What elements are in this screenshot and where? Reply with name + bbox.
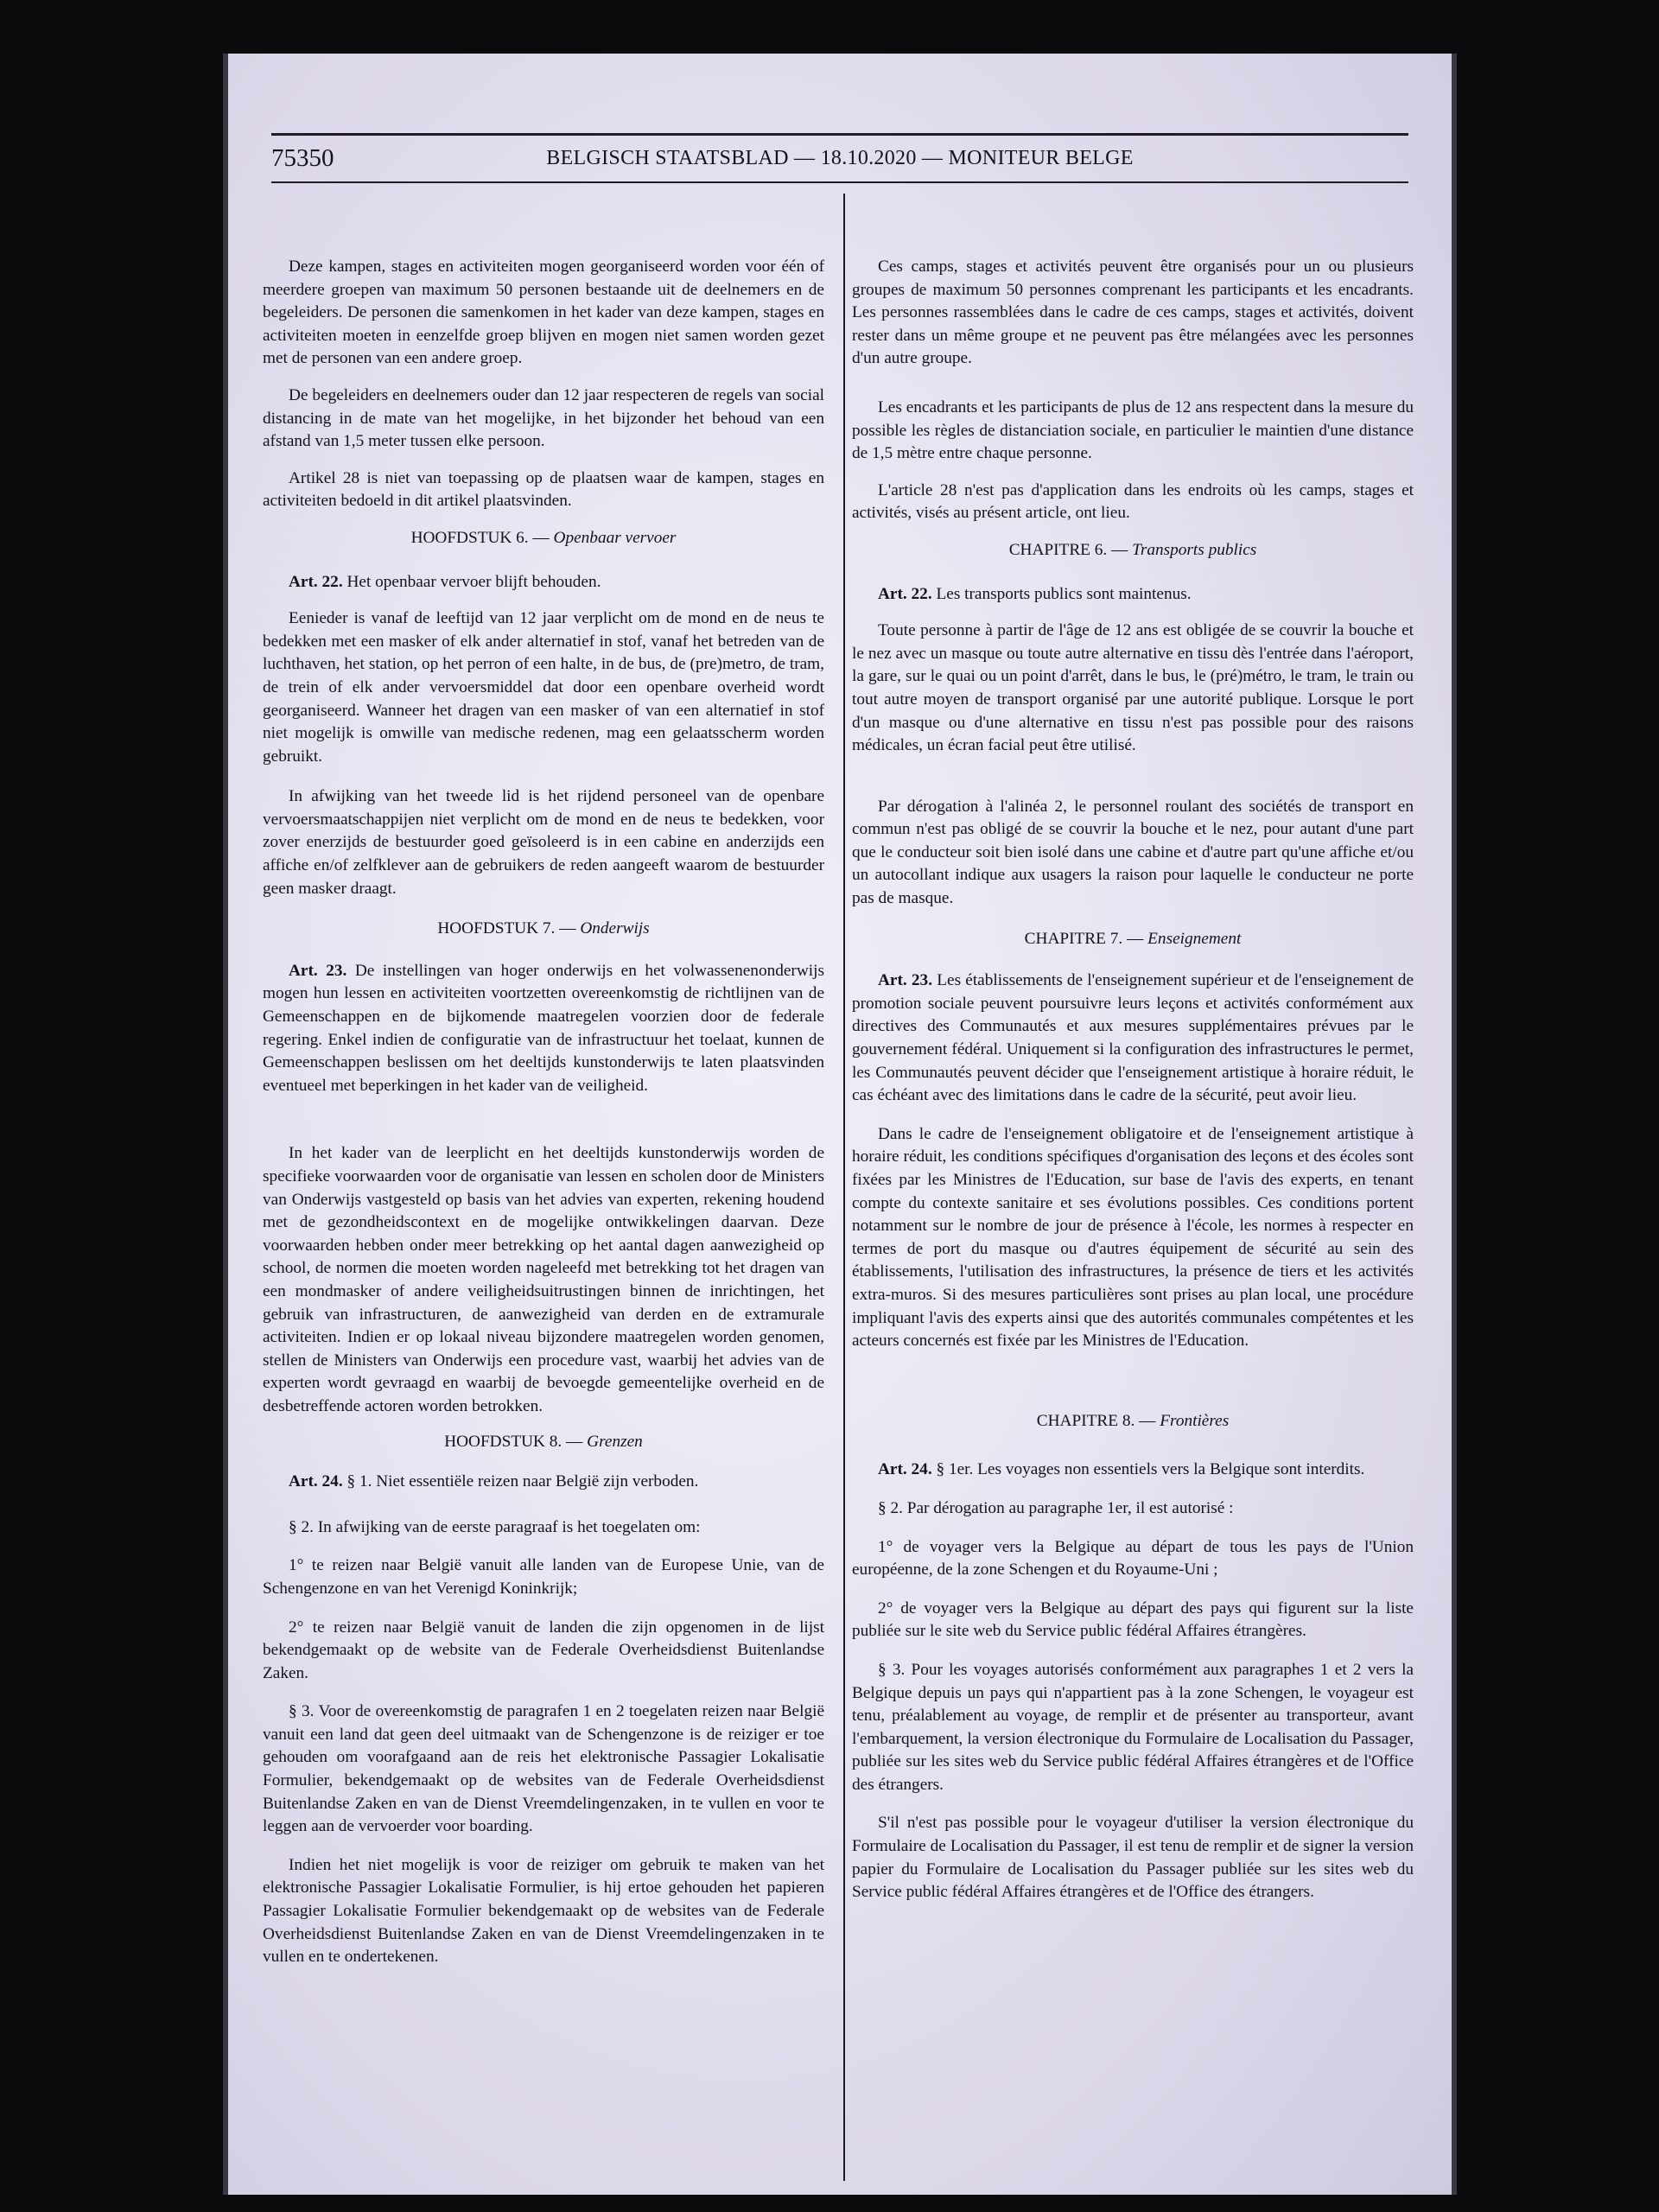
chapter-heading: HOOFDSTUK 7. — Onderwijs — [437, 919, 650, 938]
paragraph: In afwijking van het tweede lid is het rijdend personeel van de openbare vervoersmaatschappijen niet verplicht om de mond en de neus te bedekken, voor zover enerzijds de bestuurder goed geïsoleerd is in een cabine en anderzijds een affiche en/of zelfklever aan de gebruikers de reden aangeeft waarom de bestuurder geen masker draagt. — [263, 787, 824, 898]
masthead-title: BELGISCH STAATSBLAD — 18.10.2020 — MONITEUR BELGE — [546, 147, 1134, 169]
chapter-heading: HOOFDSTUK 6. — Openbaar vervoer — [410, 528, 677, 547]
column-divider — [843, 194, 845, 2181]
chapter-heading: HOOFDSTUK 8. — Grenzen — [444, 1432, 643, 1451]
paragraph: Deze kampen, stages en activiteiten mogen georganiseerd worden voor één of meerdere groepen van maximum 50 personen bestaande uit de deelnemers en de begeleiders. De personen die samenkomen in het kader van deze kampen, stages en activiteiten moeten in eenzelfde groep blijven en mogen niet samen worden gezet met de personen van een andere groep. — [263, 257, 824, 368]
paragraph: 2° te reizen naar België vanuit de landen die zijn opgenomen in de lijst bekendgemaakt op de website van de Federale Overheidsdienst Buitenlandse Zaken. — [263, 1618, 824, 1682]
paragraph: L'article 28 n'est pas d'application dans les endroits où les camps, stages et activités, visés au présent article, ont lieu. — [852, 480, 1414, 523]
article-paragraph: Art. 22. Het openbaar vervoer blijft behouden. — [289, 572, 601, 591]
article-paragraph: Art. 23. Les établissements de l'enseignement supérieur et de l'enseignement de promotion sociale peuvent poursuivre leurs leçons et activités conformément aux directives des Communautés et aux mesures supplémentaires prévues par le gouvernement fédéral. Uniquement si la configuration des infrastructures le permet, les Communautés peuvent décider que l'enseignement artistique à horaire réduit, le cas échéant avec des limitations dans le cadre de la sécurité, peut avoir lieu. — [852, 971, 1414, 1105]
chapter-heading: CHAPITRE 7. — Enseignement — [1024, 929, 1242, 948]
page-header — [271, 137, 1408, 180]
chapter-heading: CHAPITRE 6. — Transports publics — [1008, 540, 1257, 559]
paragraph: § 2. In afwijking van de eerste paragraaf is het toegelaten om: — [289, 1517, 701, 1536]
paragraph: § 3. Voor de overeenkomstig de paragrafen 1 en 2 toegelaten reizen naar België vanuit een land dat geen deel uitmaakt van de Schengenzone is de reiziger er toe gehouden om voorafgaand aan de reis het elektronische Passagier Lokalisatie Formulier, bekendgemaakt op de websites van de Federale Overheidsdienst Buitenlandse Zaken en van de Dienst Vreemdelingenzaken, in te vullen en voor te leggen aan de vervoerder voor boarding. — [263, 1702, 824, 1836]
paragraph: De begeleiders en deelnemers ouder dan 12 jaar respecteren de regels van social distancing in de mate van het mogelijke, in het bijzonder het behoud van een afstand van 1,5 meter tussen elke persoon. — [263, 385, 824, 451]
paragraph: S'il n'est pas possible pour le voyageur d'utiliser la version électronique du Formulaire de Localisation du Passager, il est tenu de remplir et de signer la version papier du Formulaire de Localisation du Passager publiée sur les sites web du Service public fédéral Affaires étrangères et de l'Office des étrangers. — [852, 1814, 1414, 1902]
paragraph: Dans le cadre de l'enseignement obligatoire et de l'enseignement artistique à horaire réduit, les conditions spécifiques d'organisation des leçons et des écoles sont fixées par les Ministres de l'Education, sur base de l'avis des experts, en tenant compte du contexte sanitaire et ses évolutions possibles. Ces conditions portent notamment sur le nombre de jour de présence à l'école, les normes à respecter en termes de port du masque ou d'autres équipement de sécurité au sein des établissements, l'utilisation des infrastructures, la présence de tiers et les activités extra-muros. Si des mesures particulières sont prises au plan local, une procédure impliquant l'avis des experts ainsi que des autorités communales compétentes et les acteurs concernés est fixée par les Ministres de l'Education. — [852, 1124, 1414, 1351]
header-top-rule — [271, 133, 1408, 136]
paragraph: Par dérogation à l'alinéa 2, le personnel roulant des sociétés de transport en commun n'est pas obligé de se couvrir la bouche et le nez, pour autant d'une part que le conducteur soit bien isolé dans une cabine et d'autre part qu'une affiche et/ou un autocollant indique aux usagers la raison pour laquelle le conducteur ne porte pas de masque. — [852, 797, 1414, 908]
header-bottom-rule — [271, 181, 1408, 183]
article-paragraph: Art. 23. De instellingen van hoger onderwijs en het volwassenenonderwijs mogen hun lessen en activiteiten voortzetten overeenkomstig de richtlijnen van de Gemeenschappen en de bijkomende maatregelen voorzien door de federale regering. Enkel indien de configuratie van de infrastructuur het toelaat, kunnen de Gemeenschappen beslissen om het deeltijds kunstonderwijs te laten plaatsvinden eventueel met beperkingen in het kader van de veiligheid. — [263, 961, 824, 1095]
paragraph: 1° de voyager vers la Belgique au départ de tous les pays de l'Union européenne, de la zone Schengen et du Royaume-Uni ; — [852, 1537, 1414, 1580]
article-paragraph: Art. 24. § 1er. Les voyages non essentiels vers la Belgique sont interdits. — [878, 1460, 1365, 1479]
paragraph: 1° te reizen naar België vanuit alle landen van de Europese Unie, van de Schengenzone en van het Verenigd Koninkrijk; — [263, 1556, 824, 1598]
page-number: 75350 — [271, 144, 334, 172]
paragraph: Les encadrants et les participants de plus de 12 ans respectent dans la mesure du possible les règles de distanciation sociale, en particulier le maintien d'une distance de 1,5 mètre entre chaque personne. — [852, 397, 1414, 463]
paragraph: § 2. Par dérogation au paragraphe 1er, il est autorisé : — [878, 1498, 1234, 1517]
paragraph: § 3. Pour les voyages autorisés conformément aux paragraphes 1 et 2 vers la Belgique depuis un pays qui n'appartient pas à la zone Schengen, le voyageur est tenu, préalablement au voyage, de remplir et de présenter au transporteur, avant l'embarquement, la version électronique du Formulaire de Localisation du Passager, publiée sur les sites web du Service public fédéral Affaires étrangères et de l'Office des étrangers. — [852, 1660, 1414, 1794]
paragraph: In het kader van de leerplicht en het deeltijds kunstonderwijs worden de specifieke voorwaarden voor de organisatie van lessen en scholen door de Ministers van Onderwijs vastgesteld op basis van het advies van experten, rekening houdend met de gezondheidscontext en de mogelijke ontwikkelingen daarvan. Deze voorwaarden hebben onder meer betrekking op het aantal dagen aanwezigheid op school, de normen die moeten worden nageleefd met betrekking tot het dragen van een mondmasker of andere veiligheidsuitrustingen binnen de inrichtingen, het gebruik van infrastructuren, de aanwezigheid van derden en de extramurale activiteiten. Indien er op lokaal niveau bijzondere maatregelen worden genomen, stellen de Ministers van Onderwijs een procedure vast, waarbij het advies van de experten wordt gevraagd en waarbij de bevoegde gemeentelijke overheid en de desbetreffende actoren worden betrokken. — [263, 1144, 824, 1415]
column-french — [852, 199, 1414, 1904]
paragraph: Indien het niet mogelijk is voor de reiziger om gebruik te maken van het elektronische Passagier Lokalisatie Formulier, is hij ertoe gehouden het papieren Passagier Lokalisatie Formulier bekendgemaakt op de websites van de Federale Overheidsdienst Buitenlandse Zaken en van de Dienst Vreemdelingenzaken in te vullen en te ondertekenen. — [263, 1855, 824, 1967]
paragraph: Eenieder is vanaf de leeftijd van 12 jaar verplicht om de mond en de neus te bedekken met een masker of elk ander alternatief in stof, vanaf het betreden van de luchthaven, het station, op het perron of een halte, in de bus, de (pre)metro, de tram, de trein of elk ander vervoersmiddel dat door een openbare overheid wordt georganiseerd. Wanneer het dragen van een masker of van een alternatief in stof niet mogelijk is omwille van medische redenen, mag een gelaatsscherm worden gebruikt. — [263, 609, 824, 766]
column-dutch — [263, 199, 824, 1969]
paragraph: Ces camps, stages et activités peuvent être organisés pour un ou plusieurs groupes de maximum 50 personnes comprenant les participants et les encadrants. Les personnes rassemblées dans le cadre de ces camps, stages et activités, doivent rester dans un même groupe et ne peuvent pas être mélangées avec les personnes d'un autre groupe. — [852, 257, 1414, 368]
paragraph: Toute personne à partir de l'âge de 12 ans est obligée de se couvrir la bouche et le nez avec un masque ou toute autre alternative en tissu dès l'entrée dans l'aéroport, la gare, sur le quai ou un point d'arrêt, dans le bus, le (pré)métro, le tram, le train ou tout autre moyen de transport organisé par une autorité publique. Lorsque le port d'un masque ou d'une alternative en tissu n'est pas possible pour des raisons médicales, un écran facial peut être utilisé. — [852, 621, 1414, 755]
document-page — [223, 54, 1457, 2195]
paragraph: Artikel 28 is niet van toepassing op de plaatsen waar de kampen, stages en activiteiten bedoeld in dit artikel plaatsvinden. — [263, 468, 824, 511]
paragraph: 2° de voyager vers la Belgique au départ des pays qui figurent sur la liste publiée sur le site web du Service public fédéral Affaires étrangères. — [852, 1599, 1414, 1641]
article-paragraph: Art. 24. § 1. Niet essentiële reizen naar België zijn verboden. — [289, 1472, 699, 1491]
chapter-heading: CHAPITRE 8. — Frontières — [1036, 1411, 1230, 1430]
article-paragraph: Art. 22. Les transports publics sont maintenus. — [878, 584, 1192, 603]
